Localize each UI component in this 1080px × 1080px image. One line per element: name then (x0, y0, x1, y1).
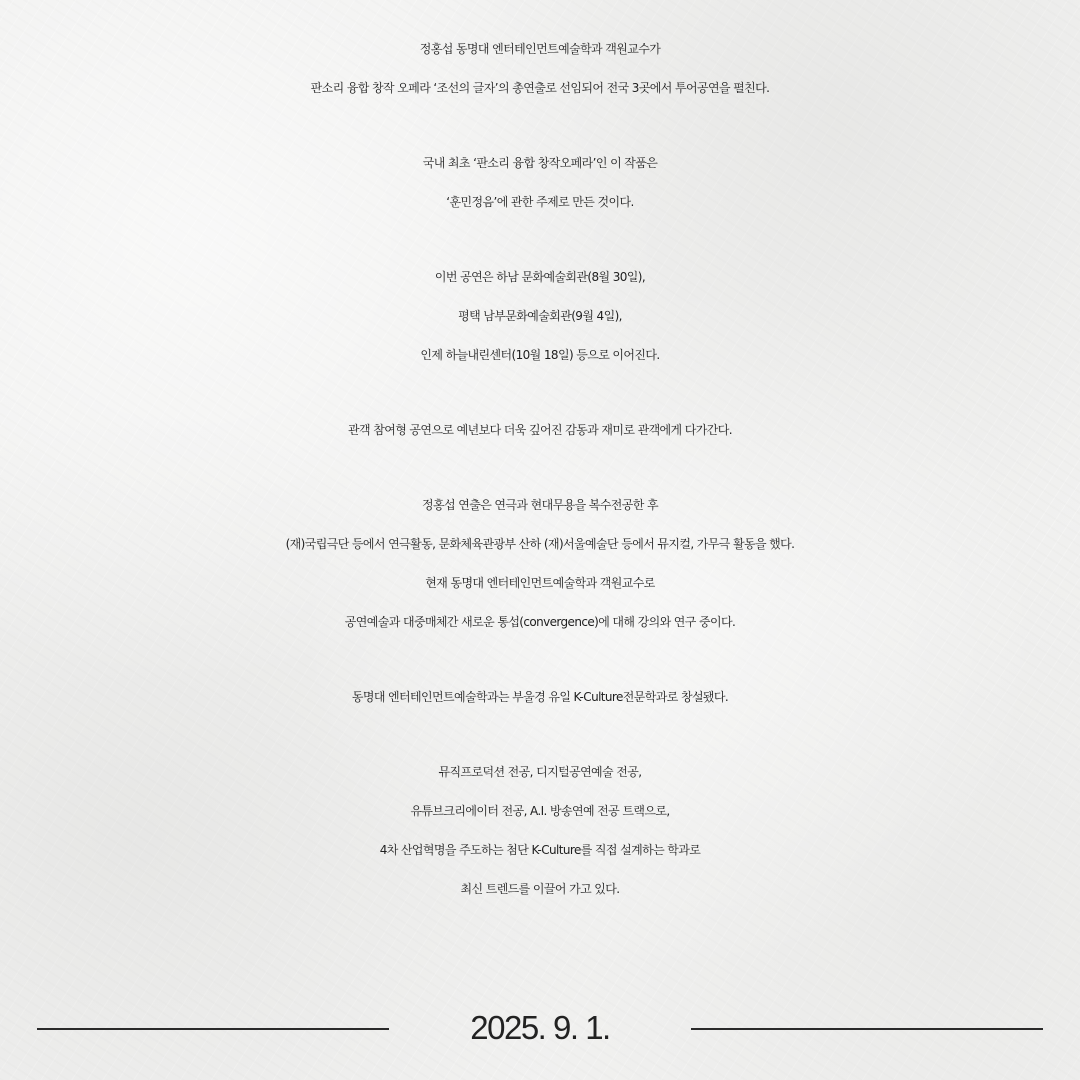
paragraph-department (0, 678, 1080, 717)
paragraph-work-description (0, 144, 1080, 222)
text-line: 판소리 융합 창작 오페라 ‘조선의 글자’의 총연출로 선임되어 전국 3곳에서 투어공연을 펼친다. (310, 81, 770, 95)
text-line: 정홍섭 동명대 엔터테인먼트예술학과 객원교수가 (419, 42, 661, 56)
text-line: 공연예술과 대중매체간 새로운 통섭(convergence)에 대해 강의와 연구 중이다. (344, 615, 736, 629)
footer (0, 1001, 1080, 1055)
text-line: 이번 공연은 하남 문화예술회관(8월 30일), (434, 270, 646, 284)
text-line: 유튜브크리에이터 전공, A.I. 방송연예 전공 트랙으로, (410, 804, 670, 818)
divider-right (691, 1028, 1043, 1030)
text-line: 동명대 엔터테인먼트예술학과는 부울경 유일 K-Culture전문학과로 창설됐다. (351, 690, 729, 704)
text-line: 뮤직프로덕션 전공, 디지털공연예술 전공, (438, 765, 642, 779)
text-line: 관객 참여형 공연으로 예년보다 더욱 깊어진 감동과 재미로 관객에게 다가간다. (348, 423, 732, 437)
paragraph-tour-schedule (0, 258, 1080, 375)
divider-left (37, 1028, 389, 1030)
text-line: 4차 산업혁명을 주도하는 첨단 K-Culture를 직접 설계하는 학과로 (379, 843, 701, 857)
text-line: 인제 하늘내린센터(10월 18일) 등으로 이어진다. (420, 348, 660, 362)
paragraph-appointment (0, 30, 1080, 108)
text-line: 현재 동명대 엔터테인먼트예술학과 객원교수로 (425, 576, 655, 590)
text-line: ‘훈민정음’에 관한 주제로 만든 것이다. (446, 195, 634, 209)
paragraph-director-profile (0, 486, 1080, 642)
publish-date: 2025. 9. 1. (470, 1009, 610, 1046)
text-line: 최신 트렌드를 이끌어 가고 있다. (460, 882, 620, 896)
text-line: 평택 남부문화예술회관(9월 4일), (458, 309, 622, 323)
text-line: 국내 최초 ‘판소리 융합 창작오페라’인 이 작품은 (422, 156, 658, 170)
text-line: 정홍섭 연출은 연극과 현대무용을 복수전공한 후 (422, 498, 658, 512)
text-line: (재)국립극단 등에서 연극활동, 문화체육관광부 산하 (재)서울예술단 등에서 뮤지컬, 가무극 활동을 했다. (285, 537, 795, 551)
article-body (0, 30, 1080, 945)
paragraph-majors (0, 753, 1080, 909)
paragraph-audience (0, 411, 1080, 450)
